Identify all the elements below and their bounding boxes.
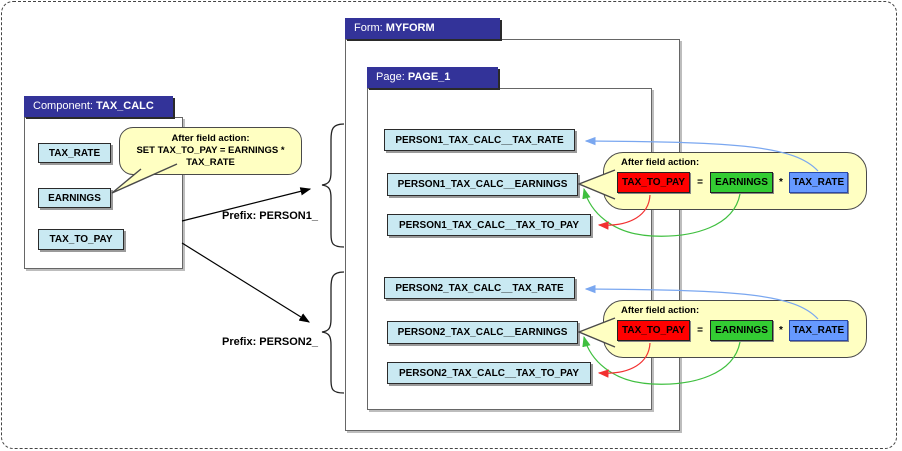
page-field-person1-earnings: PERSON1_TAX_CALC__EARNINGS	[387, 173, 578, 196]
person1-callout-equals: =	[697, 177, 703, 188]
prefix-label-person2: Prefix: PERSON2_	[222, 336, 318, 348]
person1-callout-operator: *	[779, 177, 783, 188]
component-callout-tail	[112, 164, 177, 193]
person2-callout-tail	[579, 318, 615, 347]
page-field-person1-tax-to-pay: PERSON1_TAX_CALC__TAX_TO_PAY	[387, 214, 591, 236]
component-callout-line2: SET TAX_TO_PAY = EARNINGS *	[136, 145, 285, 156]
curve-person2-tax-to-pay	[599, 343, 650, 373]
person1-callout-lhs-box: TAX_TO_PAY	[617, 172, 690, 193]
person1-callout-rhs1-box: EARNINGS	[710, 172, 773, 193]
component-title-prefix: Component:	[33, 100, 96, 112]
person1-callout-title: After field action:	[621, 157, 700, 168]
page-field-person2-earnings: PERSON2_TAX_CALC__EARNINGS	[387, 321, 578, 344]
component-field-tax-to-pay: TAX_TO_PAY	[38, 229, 124, 250]
component-callout-line3: TAX_RATE	[186, 157, 235, 168]
person2-callout-rhs2-box: TAX_RATE	[789, 320, 848, 341]
component-title-name: TAX_CALC	[95, 100, 154, 112]
person2-callout-lhs-box: TAX_TO_PAY	[617, 320, 690, 341]
page-field-person2-tax-to-pay: PERSON2_TAX_CALC__TAX_TO_PAY	[387, 362, 591, 384]
page-title-name: PAGE_1	[407, 71, 451, 83]
person2-callout-operator: *	[779, 325, 783, 336]
person1-callout-rhs2-box: TAX_RATE	[789, 172, 848, 193]
person2-callout-title: After field action:	[621, 305, 700, 316]
component-field-tax-rate: TAX_RATE	[38, 143, 111, 163]
component-field-earnings: EARNINGS	[38, 188, 111, 208]
page-title-prefix: Page:	[376, 71, 408, 83]
person1-callout-tail	[579, 170, 615, 199]
prefix-label-person1: Prefix: PERSON1_	[222, 210, 318, 222]
component-callout-line1: After field action:	[171, 133, 250, 144]
person2-callout-rhs1-box: EARNINGS	[710, 320, 773, 341]
page-field-person1-tax-rate: PERSON1_TAX_CALC__TAX_RATE	[384, 129, 575, 151]
person2-callout-equals: =	[697, 325, 703, 336]
page-field-person2-tax-rate: PERSON2_TAX_CALC__TAX_RATE	[384, 277, 575, 299]
form-title-prefix: Form:	[354, 22, 386, 34]
form-title-name: MYFORM	[385, 22, 435, 34]
curve-person1-tax-to-pay	[599, 195, 650, 225]
